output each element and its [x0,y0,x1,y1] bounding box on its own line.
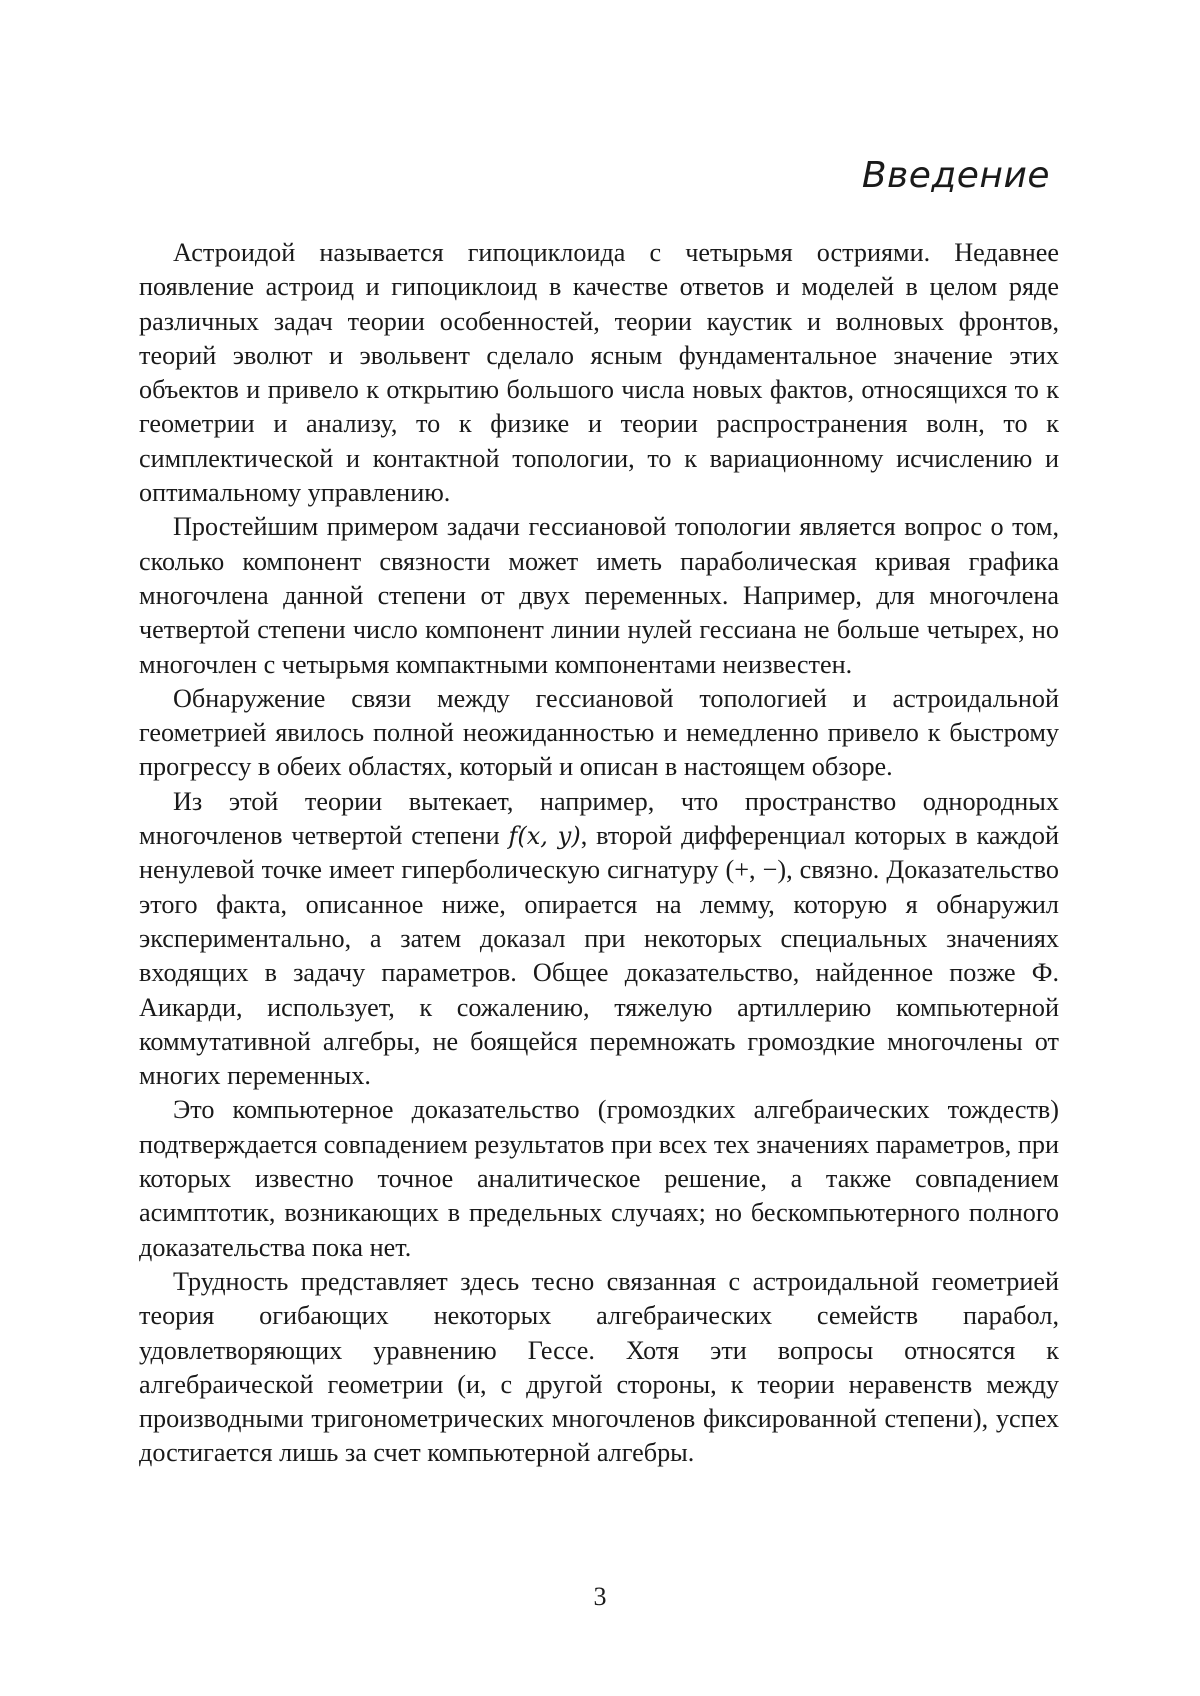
page-number: 3 [593,1582,607,1611]
paragraph-quartic-polynomials [139,785,1059,1094]
paragraph-text-before-formula: Из этой теории вытекает, например, что пространство однородных многочленов четвертой степени [139,786,1059,851]
paragraph-hessian-topology: Простейшим примером задачи гессиановой топологии является вопрос о том, сколько компонент связности может иметь параболическая кривая графика многочлена данной степени от двух переменных. Например, для многочлена четвертой степени число компонент линии нулей гессиана не больше четырех, но многочлен с четырьмя компактными компонентами неизвестен. [139,512,1059,679]
paragraph-astroid-intro: Астроидой называется гипоциклоида с четырьмя остриями. Недавнее появление астроид и гипоциклоид в качестве ответов и моделей в целом ряде различных задач теории особенностей, теории каустик и волновых фронтов, теорий эволют и эвольвент сделало ясным фундаментальное значение этих объектов и привело к открытию большого числа новых фактов, относящихся то к геометрии и анализу, то к физике и теории распространения волн, то к симплектической и контактной топологии, то к вариационному исчислению и оптимальному управлению. [139,238,1059,508]
paragraph-text-after-formula: , второй дифференциал которых в каждой ненулевой точке имеет гиперболическую сигнатуру (+, −), связно. Доказательство этого факта, описанное ниже, опирается на лемму, которую я обнаружил экспериментально, а затем доказал при некоторых специальных значениях входящих в задачу параметров. Общее доказательство, найденное позже Ф. Аикарди, использует, к сожалению, тяжелую артиллерию компьютерной коммутативной алгебры, не боящейся перемножать громоздкие многочлены от многих переменных. [139,821,1059,1091]
paragraph-computer-proof: Это компьютерное доказательство (громоздких алгебраических тождеств) подтверждается совпадением результатов при всех тех значениях параметров, при которых известно точное аналитическое решение, а также совпадением асимптотик, возникающих в предельных случаях; но бескомпьютерного полного доказательства пока нет. [139,1095,1059,1262]
paragraph-difficulty: Трудность представляет здесь тесно связанная с астроидальной геометрией теория огибающих некоторых алгебраических семейств парабол, удовлетворяющих уравнению Гессе. Хотя эти вопросы относятся к алгебраической геометрии (и, с другой стороны, к теории неравенств между производными тригонометрических многочленов фиксированной степени), успех достигается лишь за счет компьютерной алгебры. [139,1266,1059,1468]
chapter-title: Введение [861,155,1050,196]
paragraph-connection: Обнаружение связи между гессиановой топологией и астроидальной геометрией явилось полной неожиданностью и немедленно привело к быстрому прогрессу в обеих областях, который и описан в настоящем обзоре. [139,683,1059,782]
formula-f-x-y: f(x, y) [508,822,581,851]
body-text [139,236,1059,1471]
